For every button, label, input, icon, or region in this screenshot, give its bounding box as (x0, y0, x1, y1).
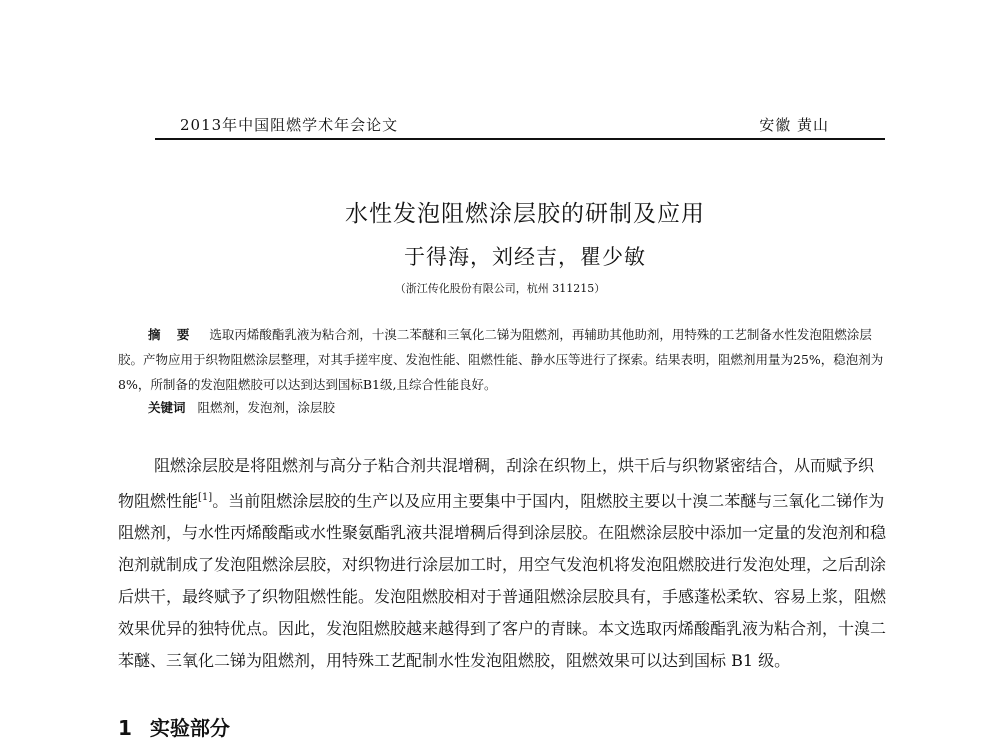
paper-authors: 于得海，刘经吉，瞿少敏 (404, 245, 646, 269)
intro-text-part1: 阻燃涂层胶是将阻燃剂与高分子粘合剂共混增稠，刮涂在织物上，烘干后与织物紧密结合，从而赋予织物阻燃性能 (118, 456, 875, 511)
conference-name: 2013年中国阻燃学术年会论文 (180, 116, 399, 134)
abstract-text: 选取丙烯酸酯乳液为粘合剂，十溴二苯醚和三氧化二锑为阻燃剂，再辅助其他助剂，用特殊的工艺制备水性发泡阻燃涂层胶。产物应用于织物阻燃涂层整理，对其手搓牢度、发泡性能、阻燃性能、静水压等进行了探索。结果表明，阻燃剂用量为25%，稳泡剂为8%，所制备的发泡阻燃胶可以达到达到国标B1级,且综合性能良好。 (118, 327, 884, 392)
paper-affiliation: （浙江传化股份有限公司，杭州 311215） (394, 282, 606, 295)
abstract (118, 322, 888, 397)
keywords-label: 关键词 (148, 400, 186, 415)
section-number: 1 (118, 716, 132, 740)
running-header (155, 112, 885, 140)
keywords-text: 阻燃剂，发泡剂，涂层胶 (197, 400, 336, 415)
conference-location: 安徽 黄山 (759, 116, 829, 134)
citation-ref: [1] (198, 492, 213, 503)
section-title: 实验部分 (149, 716, 230, 740)
intro-text-part2: 。当前阻燃涂层胶的生产以及应用主要集中于国内，阻燃胶主要以十溴二苯醚与三氧化二锑作为阻燃剂，与水性丙烯酸酯或水性聚氨酯乳液共混增稠后得到涂层胶。在阻燃涂层胶中添加一定量的发泡剂和稳泡剂就制成了发泡阻燃涂层胶，对织物进行涂层加工时，用空气发泡机将发泡阻燃胶进行发泡处理，之后刮涂后烘干，最终赋予了织物阻燃性能。发泡阻燃胶相对于普通阻燃涂层胶具有，手感蓬松柔软、容易上浆，阻燃效果优异的独特优点。因此，发泡阻燃胶越来越得到了客户的青睐。本文选取丙烯酸酯乳液为粘合剂，十溴二苯醚、三氧化二锑为阻燃剂，用特殊工艺配制水性发泡阻燃胶，阻燃效果可以达到国标 B1 级。 (118, 491, 887, 671)
abstract-label: 摘 要 (148, 327, 196, 342)
paper-title: 水性发泡阻燃涂层胶的研制及应用 (345, 201, 705, 227)
intro-paragraph (118, 450, 888, 677)
keywords (148, 398, 335, 416)
section-heading (118, 712, 230, 741)
introduction (118, 450, 888, 677)
